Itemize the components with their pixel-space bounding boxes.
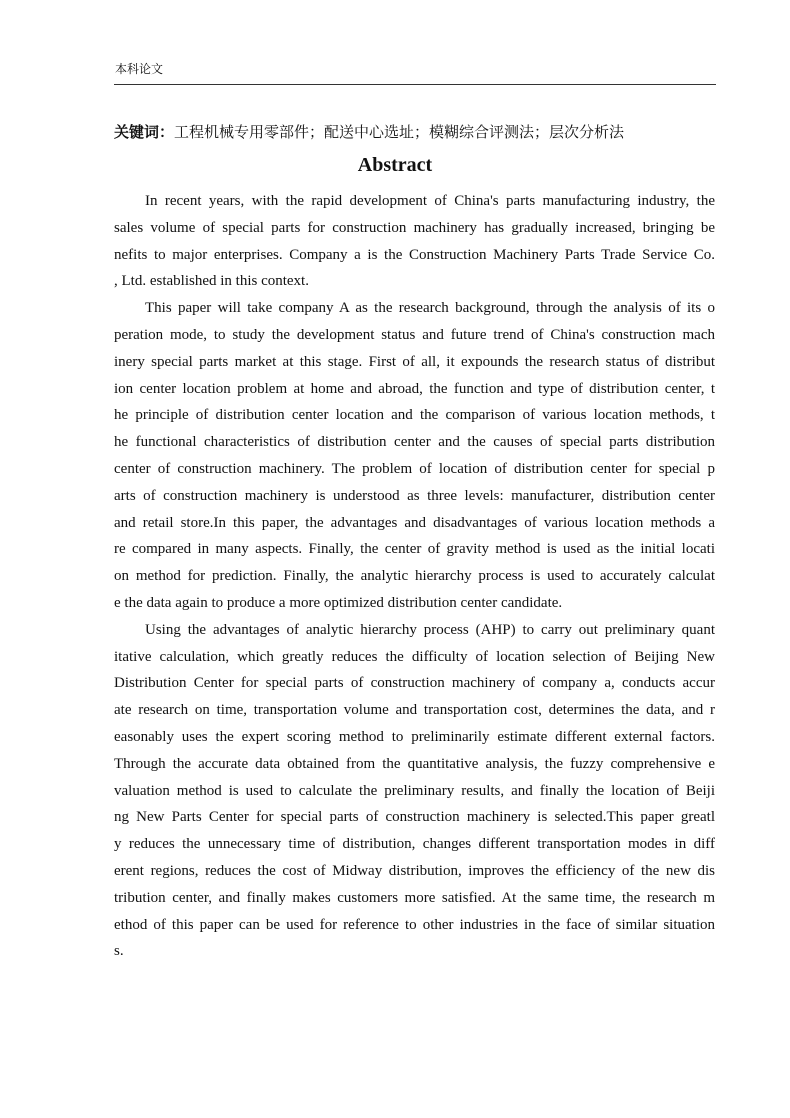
text-line: This paper will take company A as the research background, through the analysis of its o	[145, 300, 715, 317]
text-line: and retail store.In this paper, the advantages and disadvantages of various location methods a	[114, 514, 715, 531]
text-line: ion center location problem at home and abroad, the function and type of distribution center, t	[114, 380, 715, 397]
text-line: Through the accurate data obtained from the quantitative analysis, the fuzzy comprehensive e	[114, 755, 715, 772]
text-line: s.	[114, 943, 124, 960]
abstract-paragraph	[114, 295, 715, 617]
text-line: valuation method is used to calculate the preliminary results, and finally the location of Beiji	[114, 782, 715, 799]
text-line: inery special parts market at this stage. First of all, it expounds the research status of distribut	[114, 353, 715, 370]
text-line: on method for prediction. Finally, the analytic hierarchy process is used to accurately calculat	[114, 568, 715, 585]
text-line: nefits to major enterprises. Company a is the Construction Machinery Parts Trade Service Co.	[114, 246, 715, 263]
text-line: , Ltd. established in this context.	[114, 273, 309, 290]
page-header-label: 本科论文	[115, 62, 164, 76]
text-line: easonably uses the expert scoring method to preliminarily estimate different external factors.	[114, 728, 715, 745]
text-line: peration mode, to study the development status and future trend of China's construction mach	[114, 326, 715, 343]
text-line: itative calculation, which greatly reduces the difficulty of location selection of Beijing New	[114, 648, 715, 665]
text-line: Using the advantages of analytic hierarchy process (AHP) to carry out preliminary quant	[145, 621, 715, 638]
text-line: In recent years, with the rapid development of China's parts manufacturing industry, the	[145, 193, 715, 209]
text-line: ate research on time, transportation volume and transportation cost, determines the data, and r	[114, 702, 715, 719]
text-line: center of construction machinery. The problem of location of distribution center for special p	[114, 460, 715, 477]
text-line: sales volume of special parts for construction machinery has gradually increased, bringing be	[114, 219, 715, 236]
text-line: he principle of distribution center location and the comparison of various location methods, t	[114, 407, 715, 424]
abstract-paragraph	[114, 188, 715, 295]
abstract-body	[114, 188, 715, 965]
text-line: arts of construction machinery is understood as three levels: manufacturer, distribution center	[114, 487, 715, 504]
text-line: e the data again to produce a more optimized distribution center candidate.	[114, 594, 563, 611]
abstract-paragraph	[114, 617, 715, 965]
header-divider	[114, 84, 716, 85]
keywords-label: 关键词：	[114, 123, 175, 141]
text-line: tribution center, and finally makes customers more satisfied. At the same time, the research m	[114, 889, 715, 906]
abstract-title: Abstract	[357, 154, 433, 176]
keywords-text: 工程机械专用零部件；配送中心选址；模糊综合评测法；层次分析法	[174, 123, 625, 141]
text-line: y reduces the unnecessary time of distribution, changes different transportation modes in diff	[114, 836, 715, 853]
text-line: he functional characteristics of distribution center and the causes of special parts distribution	[114, 434, 715, 451]
text-line: erent regions, reduces the cost of Midway distribution, improves the efficiency of the new dis	[114, 862, 715, 879]
text-line: Distribution Center for special parts of construction machinery of company a, conducts accur	[114, 675, 715, 692]
text-line: ng New Parts Center for special parts of construction machinery is selected.This paper greatl	[114, 809, 715, 826]
text-line: ethod of this paper can be used for reference to other industries in the face of similar situation	[114, 916, 715, 933]
text-line: re compared in many aspects. Finally, the center of gravity method is used as the initial locati	[114, 541, 715, 558]
keywords-line	[114, 121, 718, 142]
